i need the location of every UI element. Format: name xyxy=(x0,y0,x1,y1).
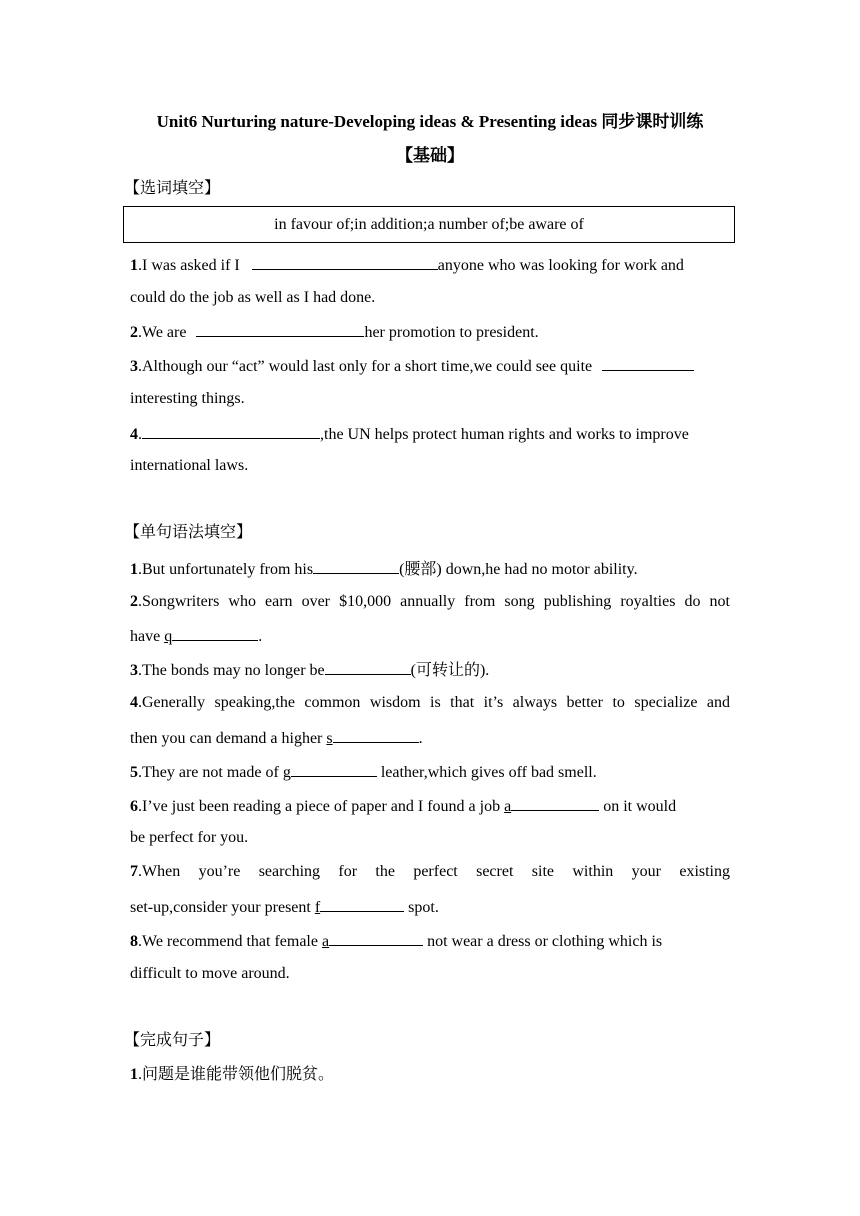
answer-blank[interactable] xyxy=(329,929,423,946)
question-line xyxy=(130,388,730,410)
question-line xyxy=(130,624,730,648)
question-line xyxy=(130,794,730,818)
question-text: be perfect for you. xyxy=(130,829,249,846)
question-number: 7 xyxy=(130,863,138,880)
question-number: 6 xyxy=(130,798,138,815)
question-text: .问题是谁能带领他们脱贫。 xyxy=(138,1066,335,1083)
answer-blank[interactable] xyxy=(313,557,399,574)
question-number: 1 xyxy=(130,1066,138,1083)
hint-letter: q xyxy=(164,628,173,645)
question-line xyxy=(130,658,730,682)
question-text: .But unfortunately from his xyxy=(138,561,314,578)
question-number: 1 xyxy=(130,561,138,578)
question-number: 3 xyxy=(130,358,138,375)
question-text: have xyxy=(130,628,165,645)
question-text: (可转让的). xyxy=(410,662,490,679)
answer-blank[interactable] xyxy=(291,760,377,777)
question-line xyxy=(130,827,730,849)
question-text: . xyxy=(418,730,423,747)
question-text: .When you’re searching for the perfect secret site within your existing xyxy=(138,863,730,880)
question-line xyxy=(130,760,730,784)
question-line xyxy=(130,557,730,581)
question-number: 2 xyxy=(130,324,138,341)
answer-blank[interactable] xyxy=(602,354,694,371)
question-text: .Although our “act” would last only for a short time,we could see quite xyxy=(138,358,597,375)
question-text: difficult to move around. xyxy=(130,965,290,982)
question-line xyxy=(130,455,730,477)
question-line xyxy=(130,963,730,985)
question-number: 2 xyxy=(130,593,138,610)
question-number: 3 xyxy=(130,662,138,679)
question-line xyxy=(130,320,730,344)
question-text: not wear a dress or clothing which is xyxy=(423,933,663,950)
question-line xyxy=(130,929,730,953)
hint-letter: a xyxy=(504,798,512,815)
question-number: 8 xyxy=(130,933,138,950)
question-text: set-up,consider your present xyxy=(130,899,315,916)
hint-letter: s xyxy=(326,730,333,747)
question-text: international laws. xyxy=(130,457,249,474)
question-text: . xyxy=(138,426,142,443)
question-text: leather,which gives off bad smell. xyxy=(376,764,597,781)
question-text: interesting things. xyxy=(130,390,245,407)
question-text: on it would xyxy=(599,798,677,815)
question-text: could do the job as well as I had done. xyxy=(130,289,376,306)
section-heading-grammar-fill: 【单句语法填空】 xyxy=(124,524,253,541)
question-text: .The bonds may no longer be xyxy=(138,662,325,679)
page-subtitle: 【基础】 xyxy=(396,146,464,165)
word-bank-text: in favour of;in addition;a number of;be aware of xyxy=(274,215,584,233)
question-text: .Songwriters who earn over $10,000 annually from song publishing royalties do not xyxy=(138,593,730,610)
question-text: her promotion to president. xyxy=(364,324,539,341)
question-line xyxy=(130,354,730,378)
question-text: then you can demand a higher xyxy=(130,730,327,747)
question-text: .We are xyxy=(138,324,191,341)
question-text: . xyxy=(258,628,263,645)
section-heading-word-choice: 【选词填空】 xyxy=(124,180,221,197)
question-line xyxy=(130,422,730,446)
question-line xyxy=(130,591,730,613)
question-line xyxy=(130,861,730,883)
question-line xyxy=(130,253,730,277)
answer-blank[interactable] xyxy=(142,422,320,439)
hint-letter: a xyxy=(321,933,330,950)
hint-letter: f xyxy=(314,899,321,916)
word-bank-box xyxy=(123,206,735,243)
question-number: 4 xyxy=(130,426,138,443)
question-number: 4 xyxy=(130,694,138,711)
answer-blank[interactable] xyxy=(320,895,404,912)
question-line xyxy=(130,692,730,714)
answer-blank[interactable] xyxy=(325,658,411,675)
question-text: .We recommend that female xyxy=(138,933,322,950)
question-text: spot. xyxy=(404,899,439,916)
question-text: .They are not made of xyxy=(138,764,283,781)
question-text: (腰部) down,he had no motor ability. xyxy=(399,561,638,578)
answer-blank[interactable] xyxy=(252,253,438,270)
answer-blank[interactable] xyxy=(196,320,364,337)
question-line xyxy=(130,1064,730,1086)
question-text: ,the UN helps protect human rights and works to improve xyxy=(320,426,689,443)
question-line xyxy=(130,287,730,309)
answer-blank[interactable] xyxy=(511,794,599,811)
page-title: Unit6 Nurturing nature-Developing ideas & Presenting ideas 同步课时训练 xyxy=(156,112,704,131)
answer-blank[interactable] xyxy=(172,624,258,641)
section-heading-complete-sentences: 【完成句子】 xyxy=(124,1032,221,1049)
question-number: 1 xyxy=(130,257,138,274)
answer-blank[interactable] xyxy=(333,726,419,743)
question-line xyxy=(130,726,730,750)
question-number: 5 xyxy=(130,764,138,781)
question-text: anyone who was looking for work and xyxy=(437,257,684,274)
question-line xyxy=(130,895,730,919)
hint-letter: g xyxy=(282,764,291,781)
question-text: .Generally speaking,the common wisdom is that it’s always better to specialize and xyxy=(138,694,730,711)
question-text: .I was asked if I xyxy=(138,257,244,274)
question-text: .I’ve just been reading a piece of paper and I found a job xyxy=(138,798,505,815)
